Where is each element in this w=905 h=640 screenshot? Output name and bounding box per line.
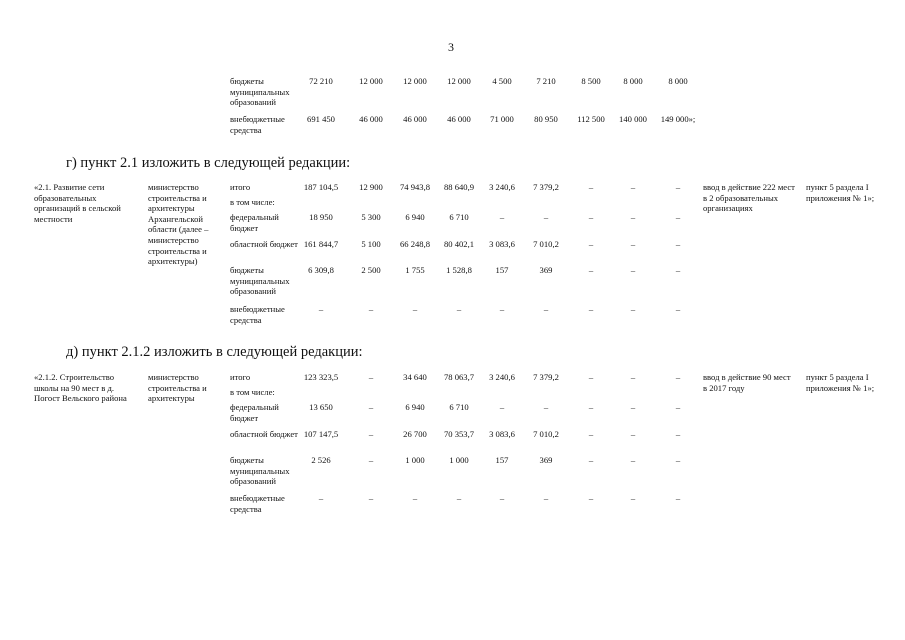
item-name: «2.1.2. Строительство школы на 90 мест в д. Погост Вельского района (34, 372, 127, 404)
table-row-value: 2 500 (361, 265, 381, 275)
table-row-value: – (368, 372, 374, 382)
table-row-value: 157 (495, 455, 509, 465)
row-label: в том числе: (230, 387, 275, 397)
row-label: внебюджетные средства (230, 304, 285, 325)
table-row-value: 5 100 (361, 239, 381, 249)
table-row-value: 88 640,9 (443, 182, 475, 192)
page-number: 3 (448, 40, 454, 54)
table-row-value: – (630, 212, 636, 222)
table-row-value: 7 010,2 (533, 239, 559, 249)
table-row-value: – (543, 402, 549, 412)
top-row-value: 46 000 (447, 114, 471, 124)
table-row-value: 1 528,8 (446, 265, 472, 275)
table-row-value: – (543, 212, 549, 222)
section-heading: г) пункт 2.1 изложить в следующей редакции: (66, 155, 351, 171)
top-row-value: 72 210 (309, 76, 333, 86)
table-row-value: 26 700 (403, 429, 427, 439)
table-row-value: 5 300 (361, 212, 381, 222)
table-row-value: – (630, 265, 636, 275)
table-row-value: 7 379,2 (533, 182, 559, 192)
table-row-value: 157 (495, 265, 509, 275)
table-row-value: – (630, 455, 636, 465)
top-row-value: 12 000 (403, 76, 427, 86)
table-row-value: 1 000 (405, 455, 425, 465)
table-row-value: – (318, 493, 324, 503)
table-row-value: 369 (539, 265, 553, 275)
expected-result: ввод в действие 90 мест в 2017 году (703, 372, 791, 393)
table-row-value: 3 240,6 (489, 182, 515, 192)
top-row-value: 8 000 (668, 76, 688, 86)
table-row-value: – (412, 493, 418, 503)
table-row-value: 6 710 (449, 402, 469, 412)
top-row-value: 46 000 (403, 114, 427, 124)
table-row-value: – (543, 493, 549, 503)
table-row-value: – (588, 402, 594, 412)
row-label: федеральный бюджет (230, 402, 279, 423)
table-row-value: 2 526 (311, 455, 331, 465)
table-row-value: – (499, 402, 505, 412)
top-row-value: 140 000 (619, 114, 647, 124)
section-heading: д) пункт 2.1.2 изложить в следующей редакции: (66, 344, 363, 360)
table-row-value: – (368, 493, 374, 503)
reference-link: пункт 5 раздела I приложения № 1»; (806, 182, 875, 203)
table-row-value: 7 010,2 (533, 429, 559, 439)
row-label: внебюджетные средства (230, 114, 285, 135)
table-row-value: – (412, 304, 418, 314)
table-row-value: – (675, 455, 681, 465)
table-row-value: – (630, 429, 636, 439)
row-label: бюджеты муниципальных образований (230, 265, 290, 297)
table-row-value: – (368, 429, 374, 439)
table-row-value: – (675, 304, 681, 314)
table-row-value: 6 940 (405, 212, 425, 222)
table-row-value: – (675, 182, 681, 192)
table-row-value: – (368, 304, 374, 314)
table-row-value: – (588, 265, 594, 275)
table-row-value: – (675, 372, 681, 382)
table-row-value: 187 104,5 (303, 182, 339, 192)
table-row-value: 369 (539, 455, 553, 465)
table-row-value: 3 083,6 (489, 239, 515, 249)
table-row-value: – (630, 493, 636, 503)
table-row-value: 161 844,7 (303, 239, 339, 249)
reference-link: пункт 5 раздела I приложения № 1»; (806, 372, 875, 393)
table-row-value: – (588, 304, 594, 314)
table-row-value: 80 402,1 (443, 239, 475, 249)
table-row-value: 78 063,7 (443, 372, 475, 382)
top-row-value: 12 000 (359, 76, 383, 86)
table-row-value: – (588, 455, 594, 465)
table-row-value: – (675, 265, 681, 275)
row-label: бюджеты муниципальных образований (230, 455, 290, 487)
row-label: бюджеты муниципальных образований (230, 76, 290, 108)
table-row-value: – (675, 239, 681, 249)
table-row-value: – (675, 212, 681, 222)
top-row-value: 8 500 (581, 76, 601, 86)
table-row-value: – (588, 212, 594, 222)
table-row-value: – (588, 182, 594, 192)
top-row-value: 12 000 (447, 76, 471, 86)
row-label: внебюджетные средства (230, 493, 285, 514)
executor: министерство строительства и архитектуры (148, 372, 207, 404)
table-row-value: 6 940 (405, 402, 425, 412)
table-row-value: – (499, 212, 505, 222)
table-row-value: 1 000 (449, 455, 469, 465)
table-row-value: – (630, 239, 636, 249)
table-row-value: – (588, 429, 594, 439)
table-row-value: – (630, 182, 636, 192)
table-row-value: – (368, 455, 374, 465)
table-row-value: – (588, 372, 594, 382)
table-row-value: 13 650 (309, 402, 333, 412)
table-row-value: 6 710 (449, 212, 469, 222)
top-row-value: 80 950 (534, 114, 558, 124)
table-row-value: – (675, 493, 681, 503)
table-row-value: 107 147,5 (303, 429, 339, 439)
table-row-value: – (675, 429, 681, 439)
expected-result: ввод в действие 222 мест в 2 образовательных организациях (703, 182, 795, 214)
row-label: областной бюджет (230, 429, 298, 439)
table-row-value: – (630, 402, 636, 412)
table-row-value: 3 240,6 (489, 372, 515, 382)
table-row-value: – (318, 304, 324, 314)
table-row-value: – (368, 402, 374, 412)
table-row-value: – (630, 304, 636, 314)
table-row-value: 34 640 (403, 372, 427, 382)
table-row-value: 1 755 (405, 265, 425, 275)
table-row-value: 74 943,8 (399, 182, 431, 192)
table-row-value: 3 083,6 (489, 429, 515, 439)
table-row-value: – (543, 304, 549, 314)
top-row-value: 149 000»; (660, 114, 696, 124)
top-row-value: 8 000 (623, 76, 643, 86)
table-row-value: 6 309,8 (308, 265, 334, 275)
top-row-value: 4 500 (492, 76, 512, 86)
table-row-value: – (588, 493, 594, 503)
row-label: итого (230, 182, 251, 192)
table-row-value: 123 323,5 (303, 372, 339, 382)
table-row-value: – (456, 304, 462, 314)
executor: министерство строительства и архитектуры Архангельской области (далее – министерство строительства и архитектуры) (148, 182, 209, 267)
table-row-value: – (675, 402, 681, 412)
row-label: в том числе: (230, 197, 275, 207)
row-label: федеральный бюджет (230, 212, 279, 233)
row-label: итого (230, 372, 251, 382)
table-row-value: 66 248,8 (399, 239, 431, 249)
table-row-value: – (588, 239, 594, 249)
top-row-value: 71 000 (490, 114, 514, 124)
top-row-value: 691 450 (307, 114, 335, 124)
table-row-value: – (499, 493, 505, 503)
top-row-value: 46 000 (359, 114, 383, 124)
table-row-value: 18 950 (309, 212, 333, 222)
top-row-value: 112 500 (577, 114, 605, 124)
item-name: «2.1. Развитие сети образовательных организаций в сельской местности (34, 182, 121, 224)
table-row-value: 70 353,7 (443, 429, 475, 439)
table-row-value: 12 900 (359, 182, 383, 192)
table-row-value: – (456, 493, 462, 503)
table-row-value: 7 379,2 (533, 372, 559, 382)
table-row-value: – (499, 304, 505, 314)
table-row-value: – (630, 372, 636, 382)
row-label: областной бюджет (230, 239, 298, 249)
top-row-value: 7 210 (536, 76, 556, 86)
